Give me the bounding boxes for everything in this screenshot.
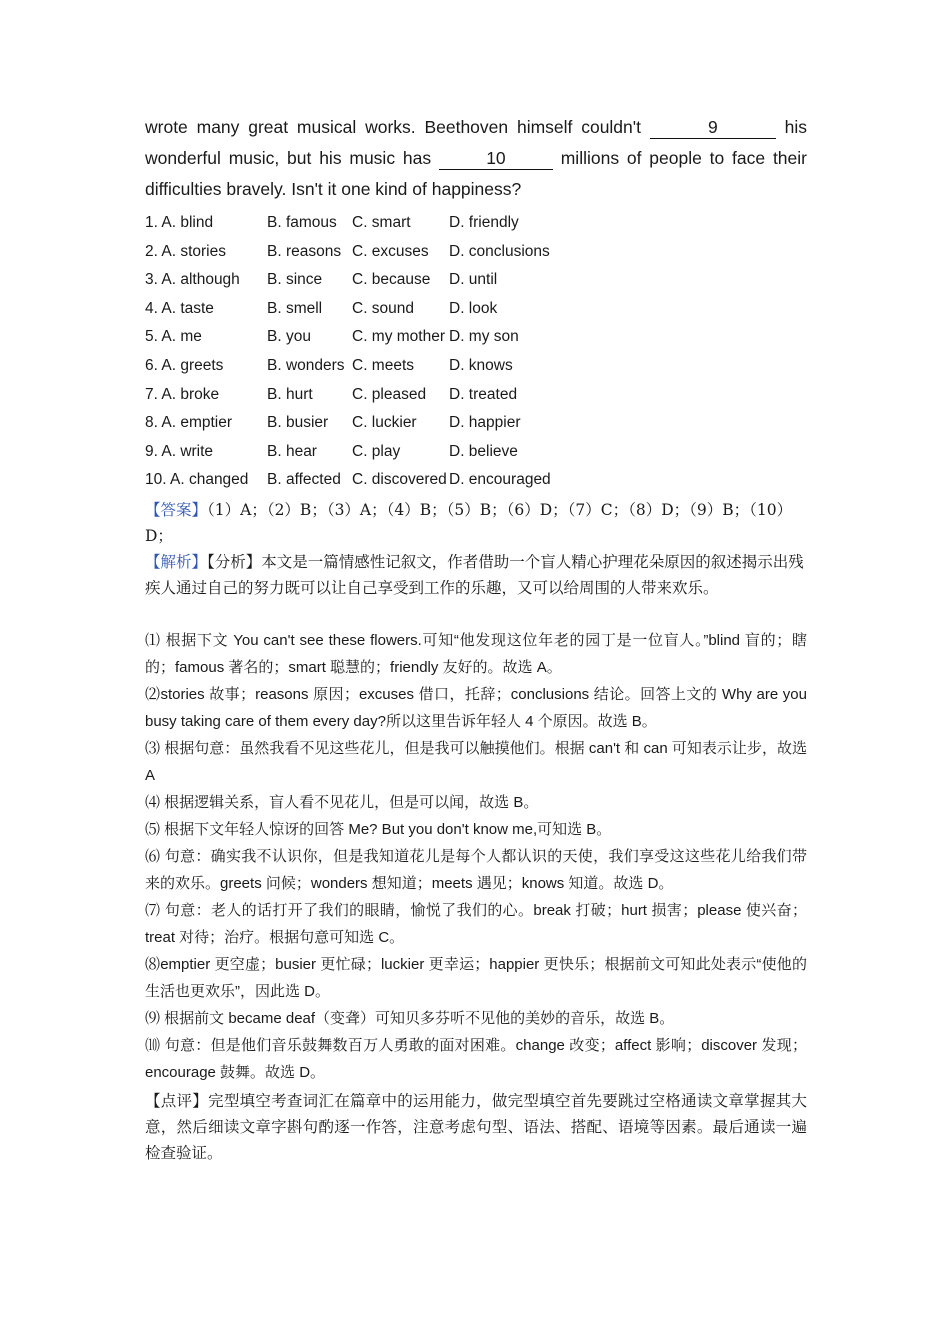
explanation-item: ⑻emptier 更空虚；busier 更忙碌；luckier 更幸运；happier 更快乐；根据前文可知此处表示“使他的生活也更欢乐”，因此选 D。 <box>145 955 807 1000</box>
analysis-tag: 【解析】 <box>145 552 208 571</box>
option-row <box>145 438 807 467</box>
explanation-item: ⑺ 句意：老人的话打开了我们的眼睛，愉悦了我们的心。break 打破；hurt 损害；please 使兴奋；treat 对待；治疗。根据句意可知选 C。 <box>145 901 807 946</box>
option-c: C. because <box>352 271 431 289</box>
option-row <box>145 352 807 381</box>
option-c: C. play <box>352 442 401 460</box>
option-c: C. discovered <box>352 471 447 489</box>
option-row <box>145 209 807 238</box>
option-d: D. encouraged <box>449 471 551 489</box>
option-a: 6. A. greets <box>145 356 224 374</box>
option-d: D. conclusions <box>449 242 550 260</box>
option-a: 9. A. write <box>145 442 214 460</box>
analysis-section <box>145 549 807 601</box>
comment-section: 【点评】完型填空考查词汇在篇章中的运用能力，做完型填空首先要跳过空格通读文章掌握其大意，然后细读文章字斟句酌逐一作答，注意考虑句型、语法、搭配、语境等因素。最后通读一遍检查验证。 <box>145 1091 807 1162</box>
blank-9: 9 <box>650 116 776 139</box>
option-b: B. hurt <box>267 385 313 403</box>
option-b: B. reasons <box>267 242 342 260</box>
explanation-item: ⑶ 根据句意：虽然我看不见这些花儿，但是我可以触摸他们。根据 can't 和 can 可知表示让步，故选 A <box>145 739 807 784</box>
option-a: 10. A. changed <box>145 471 249 489</box>
explanation-item: ⑹ 句意：确实我不认识你，但是我知道花儿是每个人都认识的天使，我们享受这这些花儿给我们带来的欢乐。greets 问候；wonders 想知道；meets 遇见；knows 知道。故选 D。 <box>145 847 807 892</box>
option-a: 8. A. emptier <box>145 414 233 432</box>
option-d: D. knows <box>449 356 513 374</box>
explanation-item: ⑴ 根据下文 You can't see these flowers.可知“他发现这位年老的园丁是一位盲人。”blind 盲的；瞎的；famous 著名的；smart 聪慧的；friendly 友好的。故选 A。 <box>145 631 807 676</box>
option-b: B. wonders <box>267 356 345 374</box>
option-d: D. my son <box>449 328 519 346</box>
passage-text-1: wrote many great musical works. Beethoven himself couldn't <box>145 117 650 137</box>
blank-10: 10 <box>439 147 553 170</box>
passage-text-3: millions of people to face their difficulties bravely. Isn't it one kind of happiness? <box>145 148 807 199</box>
option-d: D. until <box>449 271 498 289</box>
option-b: B. affected <box>267 471 341 489</box>
option-c: C. sound <box>352 299 415 317</box>
option-b: B. famous <box>267 214 337 231</box>
page-content <box>145 112 807 1166</box>
option-row <box>145 238 807 267</box>
analysis-text: 【分析】本文是一篇情感性记叙文，作者借助一个盲人精心护理花朵原因的叙述揭示出残疾人通过自己的努力既可以让自己享受到工作的乐趣，又可以给周围的人带来欢乐。 <box>145 552 804 597</box>
explanation-item: ⑼ 根据前文 became deaf（变聋）可知贝多芬听不见他的美妙的音乐，故选 B。 <box>145 1009 675 1027</box>
option-d: D. believe <box>449 442 518 460</box>
option-a: 1. A. blind <box>145 214 214 231</box>
option-a: 2. A. stories <box>145 242 226 260</box>
option-a: 7. A. broke <box>145 385 220 403</box>
passage-text-2: his wonderful music, but his music has <box>145 117 808 168</box>
option-a: 4. A. taste <box>145 299 214 317</box>
passage-paragraph <box>145 112 807 205</box>
option-c: C. smart <box>352 214 411 231</box>
explanation-item: ⑵stories 故事；reasons 原因；excuses 借口，托辞；conclusions 结论。回答上文的 Why are you busy taking care of them every day?所以这里告诉年轻人 4 个原因。故选 B。 <box>145 685 807 730</box>
option-d: D. friendly <box>449 214 519 231</box>
option-b: B. smell <box>267 299 323 317</box>
option-row <box>145 323 807 352</box>
answer-tag: 【答案】 <box>145 500 208 519</box>
option-row <box>145 466 807 495</box>
options-list <box>145 209 807 495</box>
option-row <box>145 409 807 438</box>
option-d: D. treated <box>449 385 518 403</box>
option-row <box>145 381 807 410</box>
option-b: B. hear <box>267 442 317 460</box>
option-b: B. busier <box>267 414 329 432</box>
explanation-item: ⑷ 根据逻辑关系，盲人看不见花儿，但是可以闻，故选 B。 <box>145 793 539 811</box>
option-c: C. pleased <box>352 385 427 403</box>
answer-section <box>145 497 807 549</box>
option-c: C. luckier <box>352 414 417 432</box>
option-a: 3. A. although <box>145 271 240 289</box>
option-a: 5. A. me <box>145 328 202 346</box>
option-b: B. since <box>267 271 323 289</box>
option-row <box>145 266 807 295</box>
blank-line <box>145 601 807 627</box>
option-row <box>145 295 807 324</box>
explanation-item: ⑸ 根据下文年轻人惊讶的回答 Me? But you don't know me,可知选 B。 <box>145 820 612 838</box>
option-c: C. my mother <box>352 328 446 346</box>
option-d: D. happier <box>449 414 521 432</box>
option-c: C. meets <box>352 356 415 374</box>
answer-text: （1）A；（2）B；（3）A；（4）B；（5）B；（6）D；（7）C；（8）D；（9）B；（10）D； <box>145 500 793 545</box>
option-d: D. look <box>449 299 498 317</box>
option-b: B. you <box>267 328 311 346</box>
option-c: C. excuses <box>352 242 429 260</box>
explanation-item: ⑽ 句意：但是他们音乐鼓舞数百万人勇敢的面对困难。change 改变；affect 影响；discover 发现；encourage 鼓舞。故选 D。 <box>145 1036 807 1081</box>
